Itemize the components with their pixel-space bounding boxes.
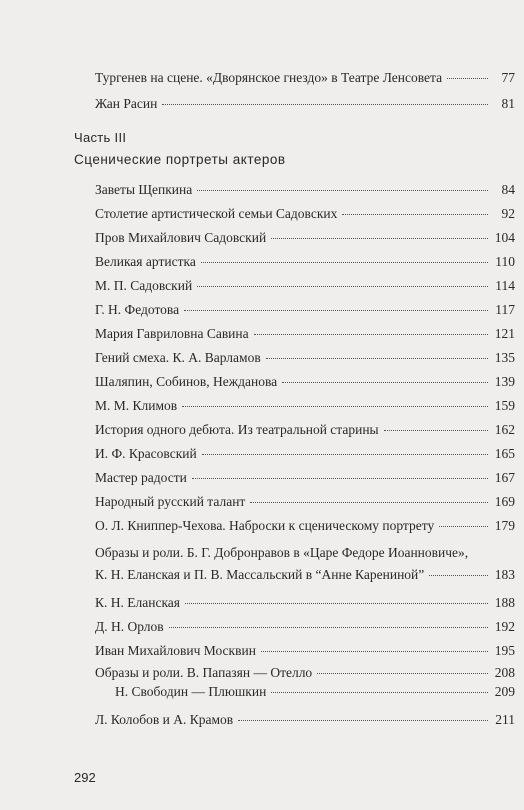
toc-entry xyxy=(95,325,515,343)
toc-entry-nested xyxy=(95,664,515,701)
toc-entry-title: Мария Гавриловна Савина xyxy=(95,326,249,341)
toc-entry xyxy=(95,618,515,636)
toc-entry-page: 183 xyxy=(494,567,515,582)
toc-entry-page: 114 xyxy=(495,278,515,293)
dot-leader xyxy=(192,478,488,479)
toc-entry-title: Д. Н. Орлов xyxy=(95,619,164,634)
dot-leader xyxy=(429,575,488,576)
dot-leader xyxy=(271,692,488,693)
toc-entry xyxy=(95,397,515,415)
toc-entry-title: Тургенев на сцене. «Дворянское гнездо» в Театре Ленсовета xyxy=(95,70,443,85)
page-number: 292 xyxy=(74,770,96,785)
dot-leader xyxy=(261,651,488,652)
toc-entry-title: Образы и роли. В. Папазян — Отелло xyxy=(95,665,313,680)
toc-entry-title: К. Н. Еланская и П. В. Массальский в “Анне Карениной” xyxy=(95,567,425,582)
toc-entry-page: 139 xyxy=(494,374,515,389)
toc-entry-page: 195 xyxy=(494,643,515,658)
toc-entry-multiline xyxy=(95,544,515,584)
toc-entry-page: 110 xyxy=(495,254,515,269)
toc-entry-page: 211 xyxy=(495,712,515,727)
toc-entry-title: История одного дебюта. Из театральной старины xyxy=(95,422,379,437)
dot-leader xyxy=(197,190,488,191)
toc-entry-title-line1: Образы и роли. Б. Г. Добронравов в «Царе Федоре Иоанновиче», xyxy=(95,545,469,560)
dot-leader xyxy=(185,603,488,604)
dot-leader xyxy=(342,214,488,215)
toc-entry-page: 104 xyxy=(494,230,515,245)
toc-entry-title: Народный русский талант xyxy=(95,494,246,509)
toc-entry-page: 169 xyxy=(494,494,515,509)
part-title: Сценические портреты актеров xyxy=(74,152,286,167)
toc-entry-title: Великая артистка xyxy=(95,254,196,269)
toc-subentry-page: 209 xyxy=(494,684,515,699)
toc-entry xyxy=(95,95,515,113)
toc-entry xyxy=(95,349,515,367)
dot-leader xyxy=(184,310,488,311)
toc-entry xyxy=(95,69,515,87)
toc-entry-title: Гений смеха. К. А. Варламов xyxy=(95,350,261,365)
toc-entry-title: М. М. Климов xyxy=(95,398,178,413)
toc-entry-title: Столетие артистической семьи Садовских xyxy=(95,206,338,221)
dot-leader xyxy=(282,382,488,383)
dot-leader xyxy=(201,262,488,263)
toc-entry xyxy=(95,373,515,391)
toc-entry-title: Л. Колобов и А. Крамов xyxy=(95,712,234,727)
toc-entry-title: Жан Расин xyxy=(95,96,158,111)
dot-leader xyxy=(250,502,488,503)
toc-entry-title: Мастер радости xyxy=(95,470,187,485)
toc-entry-page: 159 xyxy=(494,398,515,413)
dot-leader xyxy=(447,78,488,79)
part-label: Часть III xyxy=(74,130,127,145)
toc-entry xyxy=(95,594,515,612)
dot-leader xyxy=(162,104,488,105)
toc-entry-page: 135 xyxy=(494,350,515,365)
toc-entry-title: Пров Михайлович Садовский xyxy=(95,230,267,245)
dot-leader xyxy=(384,430,488,431)
toc-entry-page: 188 xyxy=(494,595,515,610)
toc-entry-page: 77 xyxy=(501,70,515,85)
toc-entry-page: 208 xyxy=(494,665,515,680)
dot-leader xyxy=(439,526,488,527)
toc-entry-title: И. Ф. Красовский xyxy=(95,446,197,461)
dot-leader xyxy=(317,673,488,674)
toc-entry-page: 179 xyxy=(494,518,515,533)
toc-entry-title: Заветы Щепкина xyxy=(95,182,193,197)
toc-entry-title: Иван Михайлович Москвин xyxy=(95,643,256,658)
dot-leader xyxy=(238,720,488,721)
toc-entry-page: 192 xyxy=(494,619,515,634)
toc-entry xyxy=(95,469,515,487)
toc-entry-page: 81 xyxy=(501,96,515,111)
toc-entry-page: 84 xyxy=(501,182,515,197)
toc-entry xyxy=(95,642,515,660)
toc-entry xyxy=(95,253,515,271)
toc-entry-page: 165 xyxy=(494,446,515,461)
toc-entry-title: Г. Н. Федотова xyxy=(95,302,180,317)
toc-entry xyxy=(95,711,515,729)
toc-entry-title: Шаляпин, Собинов, Нежданова xyxy=(95,374,278,389)
toc-entry xyxy=(95,493,515,511)
toc-entry xyxy=(95,229,515,247)
toc-entry-page: 121 xyxy=(494,326,515,341)
toc-subentry-title: Н. Свободин — Плюшкин xyxy=(115,684,267,699)
toc-entry xyxy=(95,277,515,295)
dot-leader xyxy=(169,627,488,628)
dot-leader xyxy=(254,334,488,335)
toc-entry-title: О. Л. Книппер-Чехова. Наброски к сценическому портрету xyxy=(95,518,435,533)
toc-entry-page: 167 xyxy=(494,470,515,485)
dot-leader xyxy=(266,358,488,359)
dot-leader xyxy=(271,238,488,239)
toc-entry-title: К. Н. Еланская xyxy=(95,595,181,610)
dot-leader xyxy=(202,454,488,455)
toc-entry xyxy=(95,205,515,223)
toc-entry xyxy=(95,181,515,199)
toc-entry-page: 162 xyxy=(494,422,515,437)
dot-leader xyxy=(182,406,488,407)
toc-entry-page: 92 xyxy=(501,206,515,221)
toc-entry xyxy=(95,421,515,439)
toc-entry-page: 117 xyxy=(495,302,515,317)
dot-leader xyxy=(197,286,488,287)
toc-entry xyxy=(95,445,515,463)
toc-entry xyxy=(95,301,515,319)
toc-entry-title: М. П. Садовский xyxy=(95,278,193,293)
toc-entry xyxy=(95,517,515,535)
